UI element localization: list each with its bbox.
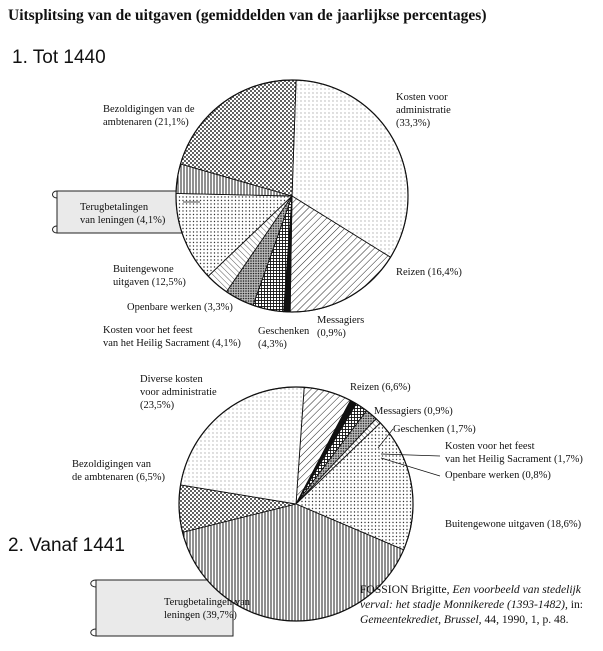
pie-2-label-reizen: Reizen (6,6%) xyxy=(350,382,411,393)
pie-1-label-kosten-voor-administratie: Kosten voor administratie (33,3%) xyxy=(396,92,451,129)
pie-1-label-terugbetalingen-van-leningen: Terugbetalingen van leningen (4,1%) xyxy=(80,202,166,226)
pie-2-label-geschenken: Geschenken (1,7%) xyxy=(393,424,476,435)
source-work: Een voorbeeld van stedelijk verval: het stadje Monnikerede (1393-1482), xyxy=(360,583,581,611)
pie-2-label-terugbetalingen-van-leningen: Terugbetalingen van leningen (39,7%) xyxy=(164,597,250,621)
pie-1-label-geschenken: Geschenken (4,3%) xyxy=(258,326,310,350)
section-title-2: 2. Vanaf 1441 xyxy=(8,535,125,556)
main-title: Uitsplitsing van de uitgaven (gemiddelden van de jaarlijkse percentages) xyxy=(8,7,487,24)
pie-2-label-kosten-voor-het-feest-van-het-heilig-sacrament: Kosten voor het feest van het Heilig Sacrament (1,7%) xyxy=(445,441,583,465)
pie-1-slices xyxy=(176,80,408,312)
section-title-1: 1. Tot 1440 xyxy=(12,47,106,68)
pie-1-label-bezoldigingen-van-de-ambtenaren: Bezoldigingen van de ambtenaren (21,1%) xyxy=(103,104,195,128)
source-journal: Gemeentekrediet, Brussel, xyxy=(360,613,482,626)
pie-2-label-openbare-werken: Openbare werken (0,8%) xyxy=(445,470,551,481)
pie-1-label-kosten-voor-het-feest-van-het-heilig-sacrament: Kosten voor het feest van het Heilig Sacrament (4,1%) xyxy=(103,325,241,349)
pie-1-label-reizen: Reizen (16,4%) xyxy=(396,267,462,278)
pie-2-label-diverse-kosten-voor-administratie: Diverse kosten voor administratie (23,5%) xyxy=(140,374,217,411)
pie-1-label-buitengewone-uitgaven: Buitengewone uitgaven (12,5%) xyxy=(113,264,186,288)
pie-1-label-messagiers: Messagiers (0,9%) xyxy=(317,315,365,339)
pie-2-label-bezoldigingen-van-de-ambtenaren: Bezoldigingen van de ambtenaren (6,5%) xyxy=(72,459,165,483)
pie-1-label-openbare-werken: Openbare werken (3,3%) xyxy=(127,302,233,313)
source-in: in: xyxy=(567,598,584,611)
source-citation xyxy=(360,582,596,627)
source-details: 44, 1990, 1, p. 48. xyxy=(481,613,569,626)
pie-2-label-buitengewone-uitgaven: Buitengewone uitgaven (18,6%) xyxy=(445,519,582,530)
pie-2-slice-diverse-kosten-voor-administratie xyxy=(181,387,305,504)
source-author: FOSSION Brigitte, xyxy=(360,583,453,596)
pie-2-label-messagiers: Messagiers (0,9%) xyxy=(374,406,453,417)
